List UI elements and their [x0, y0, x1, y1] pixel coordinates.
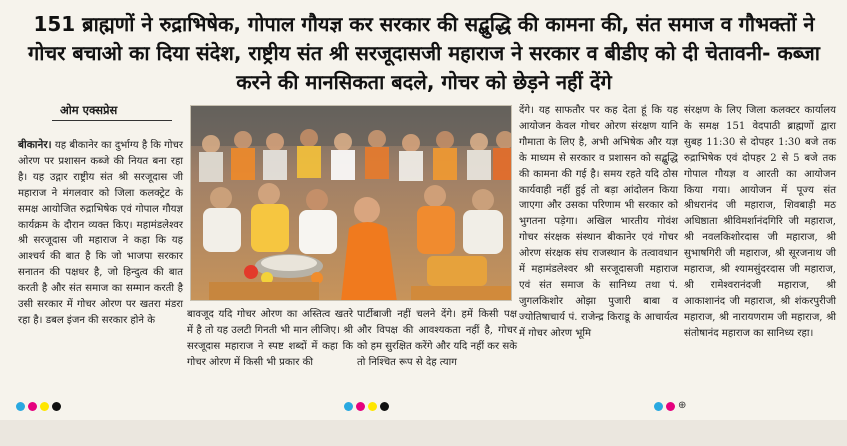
registration-marks-right	[654, 401, 686, 411]
cyan-dot-icon	[654, 402, 663, 411]
cyan-dot-icon	[344, 402, 353, 411]
registration-marks-middle	[344, 401, 389, 411]
black-dot-icon	[52, 402, 61, 411]
article-headline: 151 ब्राह्मणों ने रुद्राभिषेक, गोपाल गौयज्ञ कर सरकार की सद्बुद्धि की कामना की, संत समाज व गौभक्तों ने गोचर बचाओ का दिया संदेश, राष्ट्रीय संत श्री सरजूदासजी महाराज ने सरकार व बीडीए को दी चेतावनी- कब्जा करने की मानसिकता बदले, गोचर को छेड़ने नहीं देंगे	[28, 12, 820, 94]
yellow-dot-icon	[368, 402, 377, 411]
page-bottom-margin	[0, 420, 847, 446]
column-1-text: यह बीकानेर का दुर्भाग्य है कि गोचर ओरण पर प्रशासन कब्जे की नियत बना रहा है। यह उद्गार राष्ट्रीय संत श्री सरजूदास जी महाराज ने मंगलवार को जिला कलक्ट्रेट के समक्ष आयोजित रुद्राभिषेक एवं गोपाल गौयज्ञ कार्यक्रम के दौरान व्यक्त किए। महामंडलेश्वर श्री सरजूदास जी महाराज ने कहा कि यह आश्चर्य की बात है कि जो भाजपा सरकार सनातन की पक्षधर है, जो हिन्दुत्व की बात करती है और संत समाज का सम्मान करती है उसी सरकार में गोचर ओरण पर खतरा मंडरा रहा है। डबल इंजन की सरकार होने के	[18, 140, 183, 326]
article-column-3	[357, 307, 517, 402]
article-photo	[190, 105, 512, 301]
column-2-text: बावजूद यदि गोचर ओरण का अस्तित्व खतरे में है तो यह उलटी गिनती भी मान लीजिए। श्री सरजूदास महाराज ने स्पष्ट शब्दों में कहा कि गोचर ओरण में किसी भी प्रकार की	[187, 309, 353, 368]
article-column-5	[684, 103, 836, 403]
article-column-1	[18, 138, 183, 398]
registration-marks-left	[16, 401, 61, 411]
yellow-dot-icon	[40, 402, 49, 411]
crosshair-icon: ⊕	[678, 400, 687, 411]
article-column-4	[519, 103, 678, 403]
photo-of-saints-ritual-icon	[191, 106, 512, 301]
column-4-text: देंगे। यह साफतौर पर कह देता हूं कि यह आयोजन केवल गोचर ओरण संरक्षण यानि गौमाता के लिए है, अभी अभिषेक और यज्ञ के माध्यम से सरकार व प्रशासन को सद्बुद्धि की कामना की गई है। समय रहते यदि ठोस कार्यवाही नहीं हुई तो बड़ा आंदोलन किया जाएगा और उसका परिणाम भी सरकार को भुगतना पड़ेगा। अखिल भारतीय गोवंश गोचर संरक्षक संस्थान बीकानेर एवं गोचर ओरण संरक्षक संघ राजस्थान के तत्वावधान में महामंडलेश्वर श्री सरजूदासजी महाराज एवं संत समाज के सानिध्य तथा पं. जुगलकिशोर ओझा पुजारी बाबा व ज्योतिषाचार्य पं. राजेन्द्र किराडू के आचार्यत्व में गोचर ओरण भूमि	[519, 105, 678, 339]
byline: ओम एक्सप्रेस	[52, 103, 172, 121]
cyan-dot-icon	[16, 402, 25, 411]
column-5-text: संरक्षण के लिए जिला कलक्टर कार्यालय के समक्ष 151 वेदपाठी ब्राह्मणों द्वारा सुबह 11:30 से दोपहर 1:30 बजे तक रुद्राभिषेक एवं दोपहर 2 से 5 बजे तक गोपाल गौयज्ञ व आरती का आयोजन किया गया। आयोजन में पूज्य संत श्रीधरानंद जी महाराज, शिवबाड़ी मठ अधिष्ठाता श्रीविमर्शानंदगिरि जी महाराज, श्री नवलकिशोरदास जी महाराज, श्री सुभाषगिरी जी महाराज, श्री सूरजनाथ जी महाराज, श्री श्यामसुंदरदास जी महाराज, श्री रामेश्वरानंदजी महाराज, श्री आकाशानंद जी महाराज, श्री शंकरपुरीजी महाराज, श्री नारायणराम जी महाराज, श्री संतोषानंद महाराज का सानिध्य रहा।	[684, 105, 836, 339]
magenta-dot-icon	[28, 402, 37, 411]
column-3-text: पार्टीबाजी नहीं चलने देंगे। हमें किसी पक्ष और विपक्ष की आवश्यकता नहीं है, गोचर को हम सुरक्षित करेंगे और यदि नहीं कर सके तो निश्चित रूप से देह त्याग	[357, 309, 517, 368]
black-dot-icon	[380, 402, 389, 411]
dateline: बीकानेर।	[18, 139, 52, 151]
magenta-dot-icon	[356, 402, 365, 411]
article-column-2	[187, 307, 353, 402]
magenta-dot-icon	[666, 402, 675, 411]
